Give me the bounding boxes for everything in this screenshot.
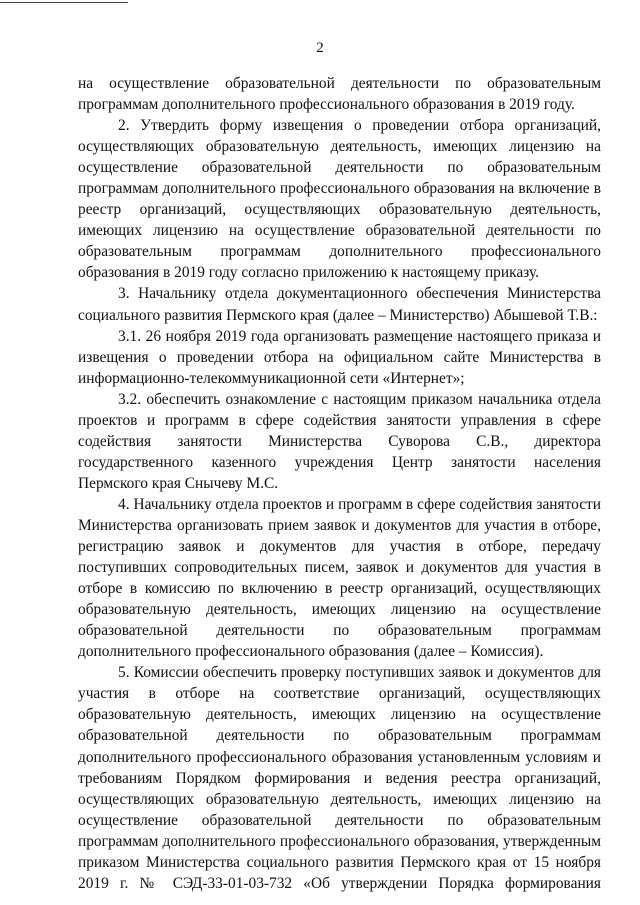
page-number: 2 bbox=[316, 40, 324, 56]
paragraph-item-4: 4. Начальнику отдела проектов и программ в сфере содействия занятости Министерства организовать прием заявок и документов для участия в отборе, регистрацию заявок и документов для участия в отборе, передачу поступивших сопроводительных писем, заявок и документов для участия в отборе в комиссию по включению в реестр организаций, осуществляющих образовательную деятельность, имеющих лицензию на осуществление образовательной деятельности по образовательным программам дополнительного профессионального образования (далее – Комиссия). bbox=[78, 495, 601, 661]
paragraph-item-3-1: 3.1. 26 ноября 2019 года организовать размещение настоящего приказа и извещения о проведении отбора на официальном сайте Министерства в информационно-телекоммуникационной сети «Интернет»; bbox=[78, 327, 601, 387]
document-body bbox=[78, 73, 601, 894]
top-rule bbox=[0, 2, 128, 3]
paragraph-item-5: 5. Комиссии обеспечить проверку поступивших заявок и документов для участия в отборе на соответствие организаций, осуществляющих образовательную деятельность, имеющих лицензию на осуществление образовательной деятельности по образовательным программам дополнительного профессионального образования установленным условиям и требованиям Порядком формирования и ведения реестра организаций, осуществляющих образовательную деятельность, имеющих лицензию на осуществление образовательной деятельности по образовательным программам дополнительного профессионального образования, утвержденным приказом Министерства социального развития Пермского края от 15 ноября 2019 г. № СЭД-33-01-03-732 «Об утверждении Порядка формирования bbox=[78, 664, 601, 892]
paragraph-item-3: 3. Начальнику отдела документационного обеспечения Министерства социального развития Пермского края (далее – Министерство) Абышевой Т.В.: bbox=[78, 285, 601, 324]
paragraph-continuation: на осуществление образовательной деятельности по образовательным программам дополнительного профессионального образования в 2019 году. bbox=[78, 75, 601, 114]
paragraph-item-2: 2. Утвердить форму извещения о проведении отбора организаций, осуществляющих образовательную деятельность, имеющих лицензию на осуществление образовательной деятельности по образовательным программам дополнительного профессионального образования на включение в реестр организаций, осуществляющих образовательную деятельность, имеющих лицензию на осуществление образовательной деятельности по образовательным программам дополнительного профессионального образования в 2019 году согласно приложению к настоящему приказу. bbox=[78, 117, 601, 282]
paragraph-item-3-2: 3.2. обеспечить ознакомление с настоящим приказом начальника отдела проектов и программ в сфере содействия занятости управления в сфере содействия занятости Министерства Суворова С.В., директора государственного казенного учреждения Центр занятости населения Пермского края Снычеву М.С. bbox=[78, 390, 601, 492]
